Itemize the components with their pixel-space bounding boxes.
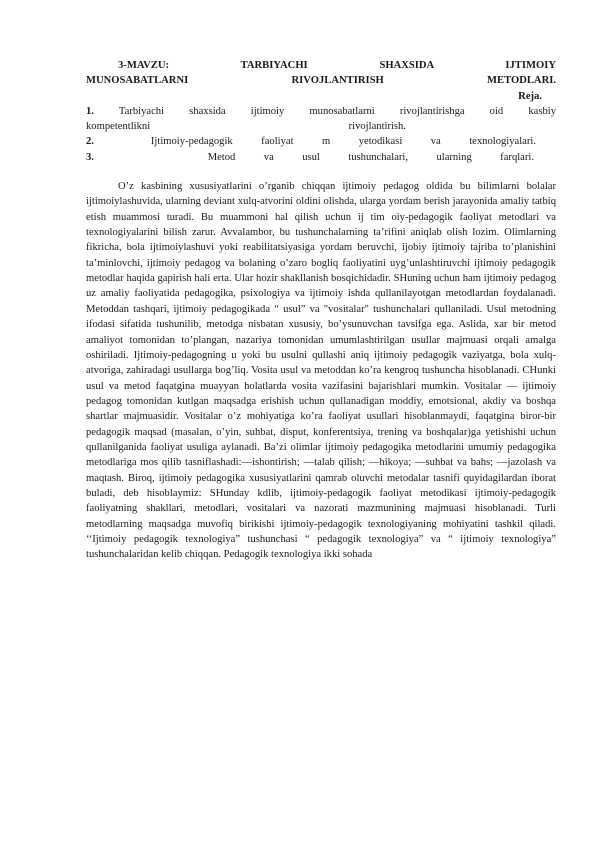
plan-item-text: Ijtimoiy-pedagogik faoliyat m yetodikasi va texnologiyalari. <box>150 136 536 148</box>
spacer <box>86 165 556 179</box>
plan-item-2 <box>86 134 556 149</box>
plan-item-number: 1. <box>86 105 94 117</box>
body-paragraph: O’z kasbining xususiyatlarini o’rganib chiqqan ijtimoiy pedagog oldida bu bilimlarni bolalar ijtimoiylashuvida, ularning deviant xulq-atvorini oldini olishda, ularga yordam berish jarayonida amaliy tatbiq etish muammosi turadi. Bu muammoni hal qilish uchun ij tim oiy-pedagogik faoliyat metodlari va texnologiyalarini bilish zarur. Avvalambor, bu tushunchalarning ta’rifini aniqlab olish lozim. Olimlarning fikricha, bola ijtimoiylashuvi yoki reabilitatsiyasiga yordam beruvchi, ijobiy ijtimoiy tajriba to’planishini ta’minlovchi, ijtimoiy pedagog va bolaning o’zaro bogliq faoliyatini uyg’unlashtiruvchi ijtimoiy pedagogik metodlar haqida gapirish hali erta. Ular hozir shakllanish bosqichidadir. SHuning uchun ham ijtimoiy pedagog uz amaliy faoliyatida pedagogika, psixologiya va ijtimoiy ishda qullanilayotgan metodlardan foydalanadi. Metoddan tashqari, ijtimoiy pedagogikada “ usul” va "vositalar" tushunchalari qullaniladi. Usul metodning ifodasi sifatida tushunilib, metodga nisbatan xususiy, bo’ysunuvchan tavsifga ega. Aslida, xar bir metod amaliyot tomonidan to’plangan, nazariya tomonidan umumlashtirilgan usullar majmuasi orqali amalga oshiriladi. Ijtimoiy-pedagogning u yoki bu usulni qullashi aniq ijtimoiy pedagogik vaziyatga, bola xulq-atvoriga, zahiradagi usullarga bog’liq. Vosita usul va metoddan ko’ra kengroq tushuncha hisoblanadi. CHunki usul va metod faqatgina muayyan holatlarda vosita vazifasini bajarishlari mumkin. Vositalar — ijtimoiy pedagog tomonidan kutlgan maqsadga erishish uchun qullanadigan moddiy, emotsional, akdiy va boshqa shartlar majmuasidir. Vositalar o’z mohiyatiga ko’ra faoliyat usullari hisoblanmaydi, faqatgina biror-bir pedagogik maqsad (masalan, o’yin, suhbat, disput, konferentsiya, trening va boshqalar)ga yetishishi uchun qullanilganida faoliyat usuliga aylanadi. Ba’zi olimlar ijtimoiy pedagogika metodlarini umumiy pedagogika metodlariga mos qilib tasniflashadi:—ishontirish; —talab qilish; —hikoya; —suhbat va bahs; —jazolash va maqtash. Biroq, ijtimoiy pedagogika xususiyatlarini qamrab oluvchi metodalar tasnifi quyidagilardan iborat buladi, deb hisoblaymiz: SHunday kdlib, ijtimoiy-pedagogik faoliyat metodikasi ijtimoiy-pedagogik faoliyatning shakllari, metodlari, vositalari va nazorati mazmunining majmuasi hisoblanadi. Turli metodlarning maqsadga muvofiq birikishi ijtimoiy-pedagogik texnologiyaning mohiyatini tashkil qiladi. ‘‘Ijtimoiy pedagogik texnologiya” tushunchasi “ pedagogik texnologiya” va “ ijtimoiy texnologiya” tushunchalaridan kelib chiqqan. Pedagogik texnologiya ikki sohada <box>86 181 556 561</box>
plan-item-number: 3. <box>86 151 94 163</box>
plan-item-text: Tarbiyachi shaxsida ijtimoiy munosabatlarni rivojlantirishga oid kasbiy <box>118 105 556 117</box>
topic-heading-line-1: 3-MAVZU: TARBIYACHI SHAXSIDA IJTIMOIY <box>118 60 556 71</box>
topic-heading-line-2: MUNOSABATLARNI RIVOJLANTIRISH METODLARI. <box>86 75 556 87</box>
plan-item-number: 2. <box>86 136 94 148</box>
plan-item-3 <box>86 150 556 165</box>
plan-label: Reja. <box>518 90 542 102</box>
plan-item-1 <box>86 104 556 135</box>
plan-item-1-line-1 <box>86 104 556 119</box>
plan-item-text: Metod va usul tushunchalari, ularning farqlari. <box>207 151 535 163</box>
plan-item-1-line-2: kompetentlikni rivojlantirish. <box>86 121 406 133</box>
document-page <box>86 58 556 563</box>
